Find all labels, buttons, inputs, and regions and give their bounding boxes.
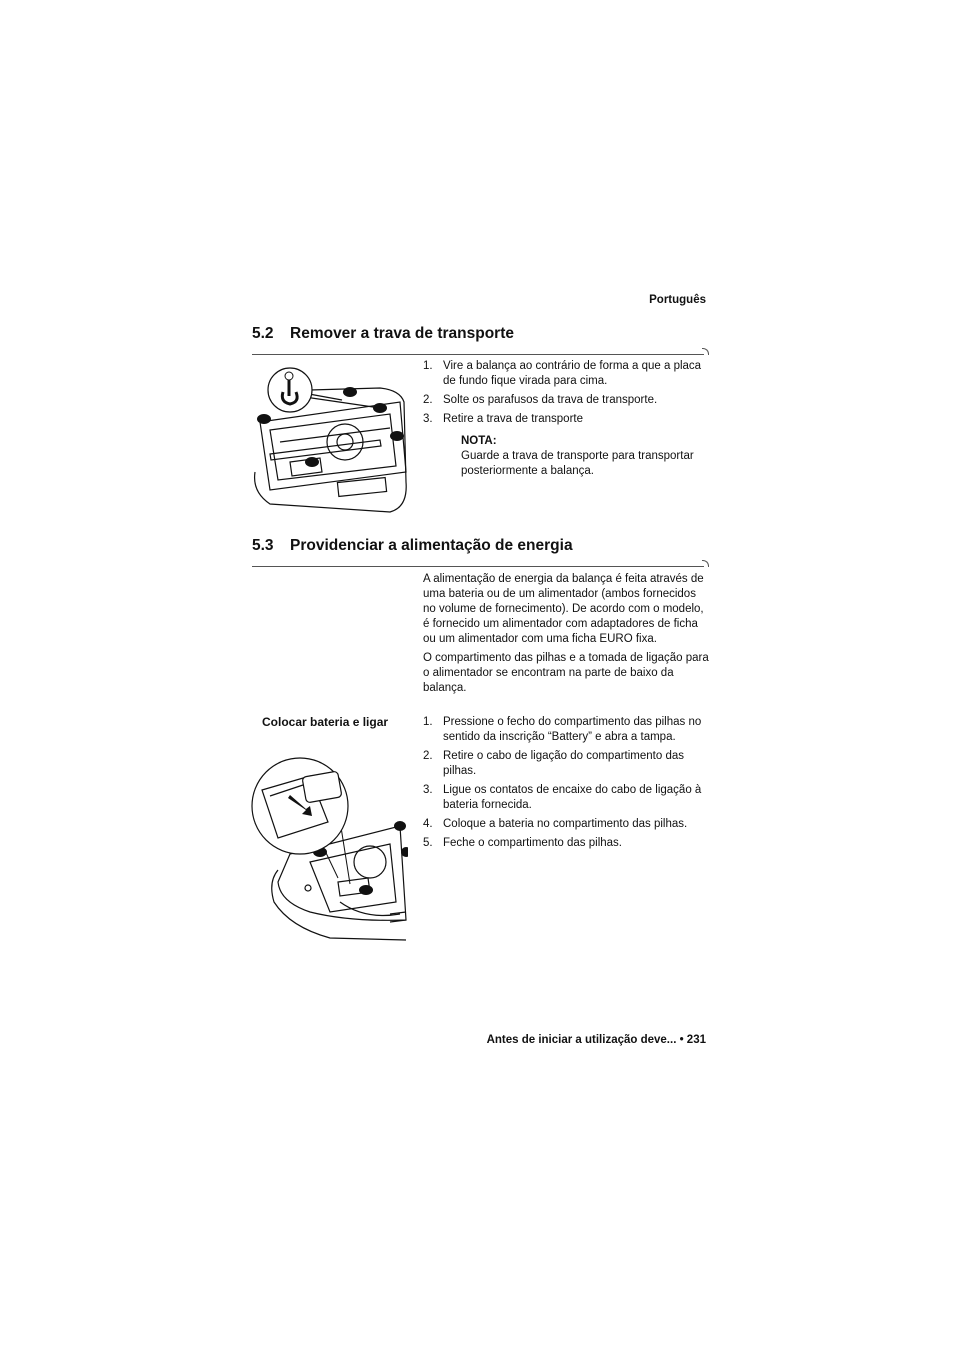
step-text: Feche o compartimento das pilhas. — [443, 837, 622, 849]
list-item — [423, 749, 709, 779]
section-5-2-steps — [423, 359, 709, 431]
step-number: 5. — [423, 837, 433, 849]
side-heading: Colocar bateria e ligar — [262, 715, 389, 729]
transport-lock-figure — [250, 362, 410, 522]
battery-compartment-figure — [250, 752, 408, 950]
list-item — [423, 715, 709, 745]
step-text: Retire o cabo de ligação do compartimento das pilhas. — [443, 750, 685, 777]
list-item — [423, 393, 709, 408]
note-box — [461, 434, 711, 479]
step-number: 2. — [423, 394, 433, 406]
note-heading: NOTA: — [461, 435, 497, 447]
section-title: Remover a trava de transporte — [290, 325, 514, 342]
step-text: Retire a trava de transporte — [443, 413, 583, 425]
step-number: 2. — [423, 750, 433, 762]
step-text: Vire a balança ao contrário de forma a que a placa de fundo fique virada para cima. — [443, 360, 702, 387]
step-number: 1. — [423, 360, 433, 372]
section-divider — [252, 354, 704, 355]
list-item — [423, 817, 709, 832]
section-5-3-heading — [252, 537, 573, 555]
step-text: Solte os parafusos da trava de transporte. — [443, 394, 658, 406]
step-number: 4. — [423, 818, 433, 830]
list-item — [423, 359, 709, 389]
section-number: 5.2 — [252, 325, 274, 342]
list-item — [423, 412, 709, 427]
step-text: Coloque a bateria no compartimento das pilhas. — [443, 818, 688, 830]
section-5-3-steps — [423, 715, 709, 855]
body-paragraph: A alimentação de energia da balança é feita através de uma bateria ou de um alimentador (ambos fornecidos no volume de fornecimento). De acordo com o modelo, é fornecido um alimentador com adaptadores de ficha ou um alimentador com uma ficha EURO fixa. — [423, 573, 704, 645]
step-text: Pressione o fecho do compartimento das pilhas no sentido da inscrição “Battery” e abra a tampa. — [443, 716, 702, 743]
list-item — [423, 836, 709, 851]
divider-hook — [702, 560, 709, 567]
section-divider — [252, 566, 704, 567]
page-footer: Antes de iniciar a utilização deve... • 231 — [486, 1034, 706, 1046]
note-text: Guarde a trava de transporte para transportar posteriormente a balança. — [461, 450, 694, 477]
step-number: 3. — [423, 784, 433, 796]
divider-hook — [702, 348, 709, 355]
section-title: Providenciar a alimentação de energia — [290, 537, 573, 554]
step-text: Ligue os contatos de encaixe do cabo de ligação à bateria fornecida. — [443, 784, 702, 811]
step-number: 1. — [423, 716, 433, 728]
list-item — [423, 783, 709, 813]
language-label: Português — [649, 294, 706, 306]
body-paragraph: O compartimento das pilhas e a tomada de ligação para o alimentador se encontram na parte de baixo da balança. — [423, 652, 709, 694]
section-number: 5.3 — [252, 537, 274, 554]
step-number: 3. — [423, 413, 433, 425]
section-5-2-heading — [252, 325, 514, 343]
